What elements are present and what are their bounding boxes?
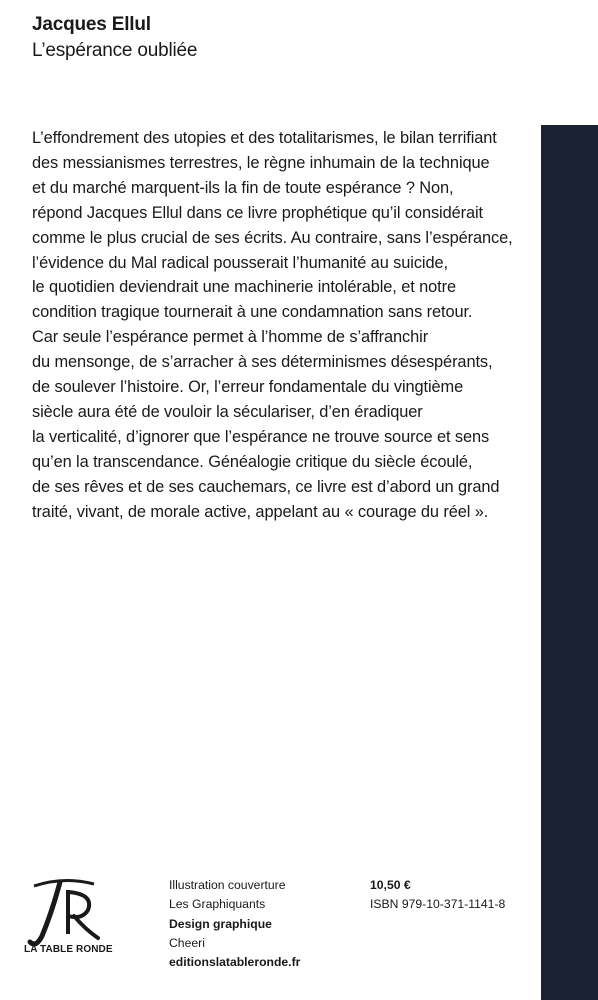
blurb-line: qu’en la transcendance. Généalogie critique du siècle écoulé,: [32, 452, 473, 471]
blurb-line: du mensonge, de s’arracher à ses déterminismes désespérants,: [32, 353, 493, 372]
blurb-line: comme le plus crucial de ses écrits. Au contraire, sans l’espérance,: [32, 228, 513, 247]
illustration-credit: Les Graphiquants: [169, 897, 266, 912]
spine-bar: [541, 125, 598, 1000]
price: 10,50 €: [370, 878, 411, 892]
blurb-line: de ses rêves et de ses cauchemars, ce livre est d’abord un grand: [32, 477, 500, 496]
publisher-website: editionslatableronde.fr: [169, 955, 301, 970]
blurb-line: condition tragique tournerait à une condamnation sans retour.: [32, 303, 473, 322]
blurb-line: de soulever l’histoire. Or, l’erreur fondamentale du vingtième: [32, 378, 464, 397]
blurb-line: L’effondrement des utopies et des totalitarismes, le bilan terrifiant: [32, 129, 497, 147]
blurb-line: la verticalité, d’ignorer que l’espérance ne trouve source et sens: [32, 427, 490, 446]
book-title: L’espérance oubliée: [32, 40, 198, 61]
blurb-line: l’évidence du Mal radical pousserait l’humanité au suicide,: [32, 253, 448, 272]
blurb-line: traité, vivant, de morale active, appelant au « courage du réel ».: [32, 502, 489, 521]
publisher-name: LA TABLE RONDE: [24, 944, 113, 955]
blurb-line: répond Jacques Ellul dans ce livre prophétique qu’il considérait: [32, 203, 483, 222]
price-box: [370, 876, 505, 915]
blurb-line: siècle aura été de vouloir la séculariser, d’en éradiquer: [32, 402, 423, 421]
design-label: Design graphique: [169, 916, 272, 931]
blurb-line: et du marché marquent-ils la fin de toute espérance ? Non,: [32, 178, 454, 197]
blurb-line: le quotidien deviendrait une machinerie intolérable, et notre: [32, 278, 456, 297]
blurb: [32, 126, 532, 525]
blurb-line: des messianismes terrestres, le règne inhumain de la technique: [32, 153, 490, 172]
isbn: ISBN 979-10-371-1141-8: [370, 897, 506, 912]
illustration-label: Illustration couverture: [169, 878, 286, 892]
blurb-line: Car seule l’espérance permet à l’homme de s’affranchir: [32, 328, 429, 347]
credits: [169, 876, 300, 972]
design-credit: Cheeri: [169, 935, 205, 950]
author-name: Jacques Ellul: [32, 14, 151, 35]
